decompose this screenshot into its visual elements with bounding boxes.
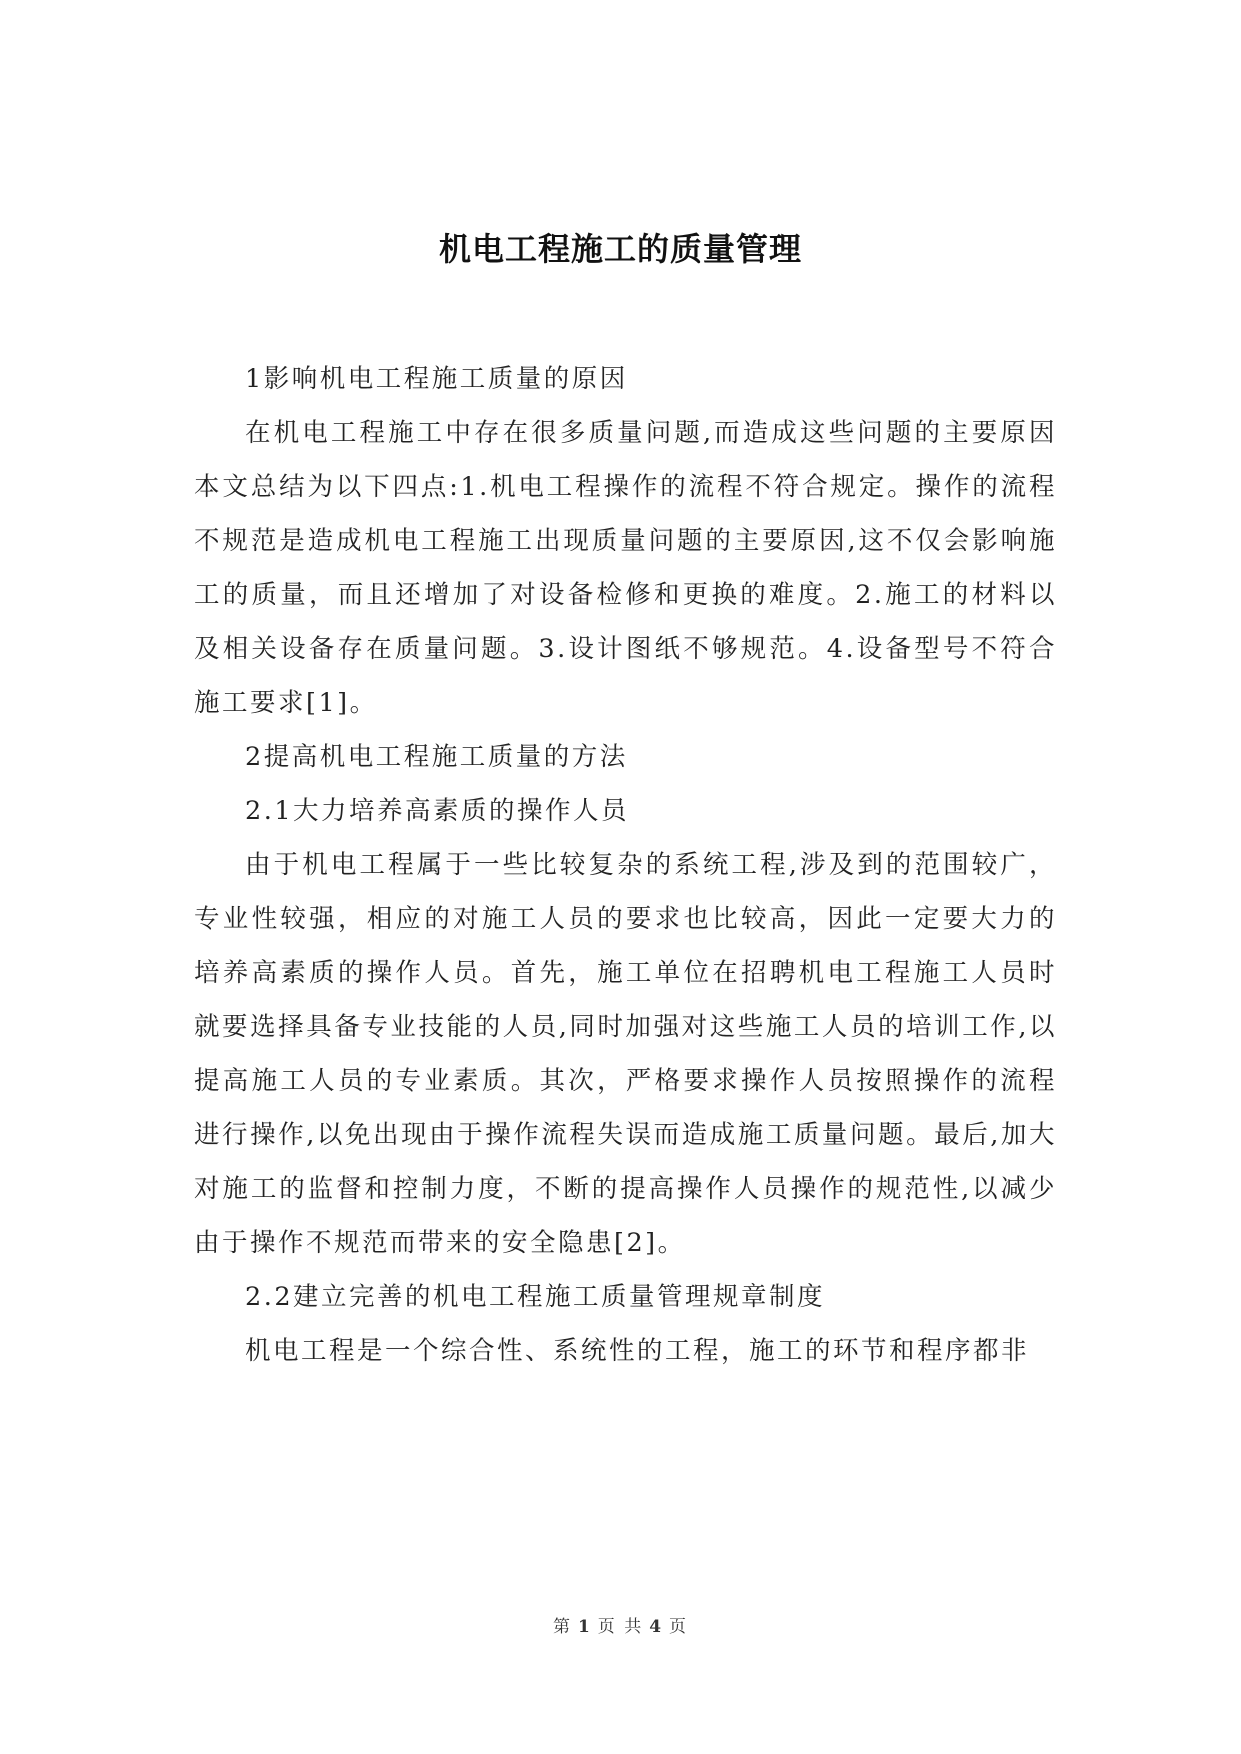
page-footer <box>0 1612 1241 1637</box>
heading-section-2: 2提高机电工程施工质量的方法 <box>245 742 628 772</box>
document-body <box>194 352 1057 1378</box>
footer-total-pages: 4 <box>649 1617 664 1637</box>
heading-section-2-2: 2.2建立完善的机电工程施工质量管理规章制度 <box>245 1282 826 1312</box>
heading-section-1: 1影响机电工程施工质量的原因 <box>245 364 628 394</box>
heading-section-2-1: 2.1大力培养高素质的操作人员 <box>245 796 630 826</box>
footer-middle: 页 共 <box>597 1617 644 1637</box>
paragraph-causes: 在机电工程施工中存在很多质量问题,而造成这些问题的主要原因本文总结为以下四点:1.机电工程操作的流程不符合规定。操作的流程不规范是造成机电工程施工出现质量问题的主要原因,这不仅会影响施工的质量，而且还增加了对设备检修和更换的难度。2.施工的材料以及相关设备存在质量问题。3.设计图纸不够规范。4.设备型号不符合施工要求[1]。 <box>194 418 1057 718</box>
footer-suffix: 页 <box>669 1617 689 1637</box>
footer-prefix: 第 <box>552 1617 572 1637</box>
paragraph-system: 机电工程是一个综合性、系统性的工程，施工的环节和程序都非 <box>245 1336 1030 1366</box>
footer-page-number: 1 <box>577 1617 592 1637</box>
document-title: 机电工程施工的质量管理 <box>438 230 802 268</box>
paragraph-training: 由于机电工程属于一些比较复杂的系统工程,涉及到的范围较广，专业性较强，相应的对施工人员的要求也比较高，因此一定要大力的培养高素质的操作人员。首先，施工单位在招聘机电工程施工人员时就要选择具备专业技能的人员,同时加强对这些施工人员的培训工作,以提高施工人员的专业素质。其次，严格要求操作人员按照操作的流程进行操作,以免出现由于操作流程失误而造成施工质量问题。最后,加大对施工的监督和控制力度，不断的提高操作人员操作的规范性,以减少由于操作不规范而带来的安全隐患[2]。 <box>194 850 1057 1258</box>
